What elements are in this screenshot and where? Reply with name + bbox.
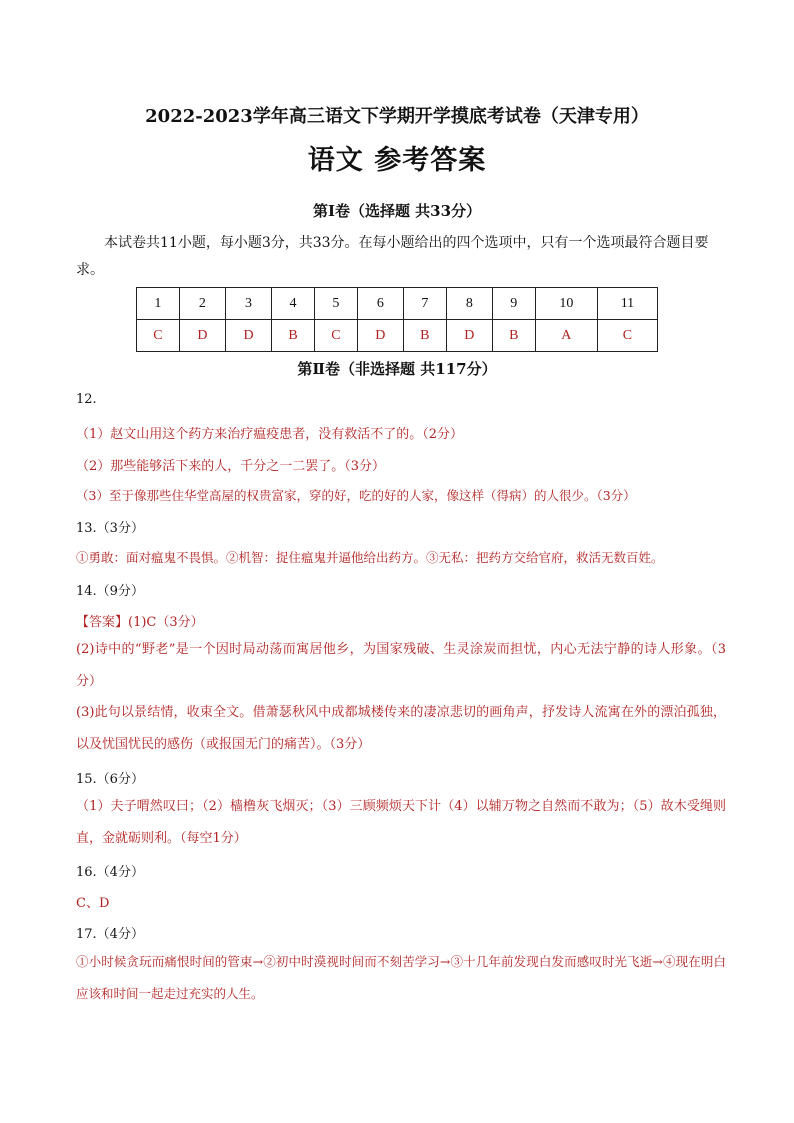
answer-cell: B	[403, 320, 446, 352]
question-number: 7	[403, 288, 446, 320]
question-number: 6	[357, 288, 403, 320]
question-number: 5	[314, 288, 357, 320]
q14-a1-text: (1)C（3分）	[128, 615, 204, 630]
question-number: 4	[272, 288, 315, 320]
q15-label: 15.（6分）	[76, 772, 144, 787]
q13-answer: ①勇敢：面对瘟鬼不畏惧。②机智：捉住瘟鬼并逼他给出药方。③无私：把药方交给官府，救活无数百姓。	[76, 550, 664, 565]
question-number: 10	[535, 288, 597, 320]
q13-label: 13.（3分）	[76, 521, 144, 536]
question-number-row	[137, 288, 658, 320]
answer-row	[137, 320, 658, 352]
answer-cell: D	[225, 320, 271, 352]
answer-cell: D	[357, 320, 403, 352]
q14-label: 14.（9分）	[76, 584, 144, 599]
q17-answer: ①小时候贪玩而痛恨时间的管束→②初中时漠视时间而不刻苦学习→③十几年前发现白发而感叹时光飞逝→④现在明白应该和时间一起走过充实的人生。	[76, 954, 726, 1001]
q15-answer: （1）夫子喟然叹曰；（2）樯橹灰飞烟灭；（3）三顾频烦天下计（4）以辅万物之自然而不敢为；（5）故木受绳则直，金就砺则利。（每空1分）	[76, 799, 726, 846]
q17-label: 17.（4分）	[76, 927, 144, 942]
answer-cell: C	[137, 320, 180, 352]
part2-heading: 第Ⅱ卷（非选择题 共117分）	[297, 360, 497, 378]
part1-intro: 本试卷共11小题，每小题3分，共33分。在每小题给出的四个选项中，只有一个选项最符合题目要求。	[76, 235, 709, 278]
question-number: 3	[225, 288, 271, 320]
question-number: 11	[597, 288, 657, 320]
answer-table	[136, 287, 658, 352]
q12-answer-2: （2）那些能够活下来的人，千分之一二罢了。（3分）	[76, 459, 386, 474]
q14-answer-3: (3)此句以景结情，收束全文。借萧瑟秋风中成都城楼传来的凄凉悲切的画角声，抒发诗人流寓在外的漂泊孤独，以及忧国忧民的感伤（或报国无门的痛苦）。（3分）	[76, 705, 726, 752]
q14-answer-1	[76, 611, 204, 630]
q12-answer-3: （3）至于像那些住华堂高屋的权贵富家，穿的好，吃的好的人家，像这样（得病）的人很少。（3分）	[76, 488, 636, 503]
q12-answer-1: （1）赵文山用这个药方来治疗瘟疫患者，没有救活不了的。（2分）	[76, 427, 464, 442]
answer-cell: B	[272, 320, 315, 352]
page-subtitle: 语文 参考答案	[307, 145, 487, 176]
answer-cell: D	[446, 320, 492, 352]
answer-cell: D	[179, 320, 225, 352]
answer-cell: A	[535, 320, 597, 352]
q12-label: 12.	[76, 392, 97, 407]
question-number: 9	[492, 288, 535, 320]
answer-cell: B	[492, 320, 535, 352]
part1-heading: 第Ⅰ卷（选择题 共33分）	[312, 202, 482, 220]
answer-cell: C	[314, 320, 357, 352]
answer-cell: C	[597, 320, 657, 352]
q16-label: 16.（4分）	[76, 865, 144, 880]
q16-answer: C、D	[76, 896, 110, 911]
question-number: 1	[137, 288, 180, 320]
q14-answer-2: (2)诗中的“野老”是一个因时局动荡而寓居他乡，为国家残破、生灵涂炭而担忧，内心无法宁静的诗人形象。（3分）	[76, 642, 726, 689]
page-title: 2022-2023学年高三语文下学期开学摸底考试卷（天津专用）	[145, 106, 649, 127]
question-number: 2	[179, 288, 225, 320]
question-number: 8	[446, 288, 492, 320]
answer-tag: 【答案】	[76, 615, 129, 630]
